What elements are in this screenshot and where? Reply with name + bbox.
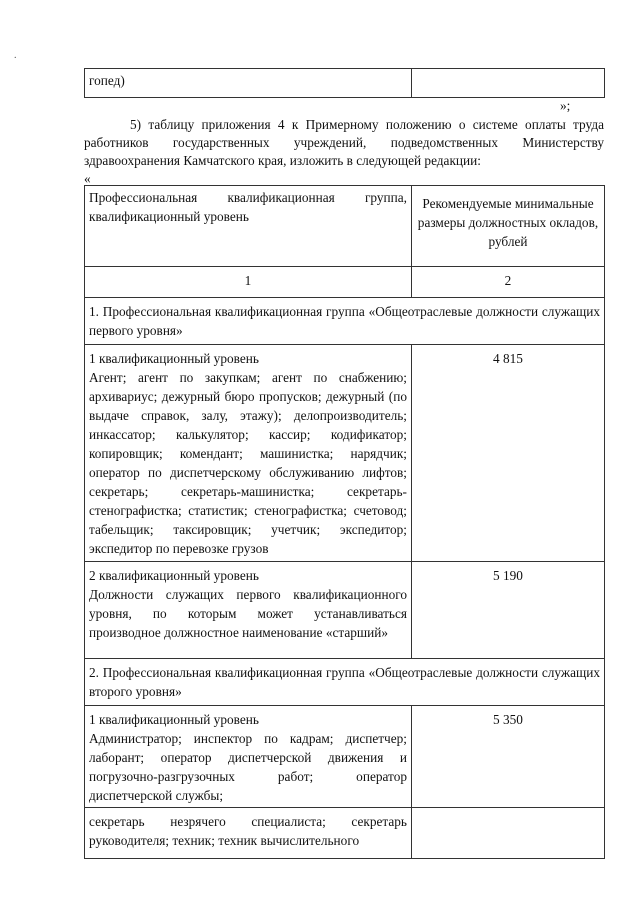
number-col1: 1 — [85, 267, 412, 298]
g1-level1-value: 4 815 — [412, 345, 605, 562]
g1-level2-value: 5 190 — [412, 562, 605, 659]
g1-level2-text: Должности служащих первого квалификационного уровня, по которым может устанавливаться производное должностное наименование «старший» — [89, 587, 407, 640]
g2-level1-value: 5 350 — [412, 706, 605, 808]
g2-level1-cell — [85, 706, 412, 808]
g1-level2-title: 2 квалификационный уровень — [89, 568, 259, 583]
g1-level1-cell — [85, 345, 412, 562]
g1-level2-cell — [85, 562, 412, 659]
table-group-row — [85, 298, 605, 345]
top-table-cell-text: гопед) — [85, 69, 412, 98]
group1-title: 1. Профессиональная квалификационная группа «Общеотраслевые должности служащих первого уровня» — [85, 298, 605, 345]
table-row — [85, 808, 605, 859]
group2-title: 2. Профессиональная квалификационная группа «Общеотраслевые должности служащих второго уровня» — [85, 659, 605, 706]
g2-level1-title: 1 квалификационный уровень — [89, 712, 259, 727]
table-row — [85, 345, 605, 562]
number-col2: 2 — [412, 267, 605, 298]
g2-continued-value — [412, 808, 605, 859]
instruction-paragraph: 5) таблицу приложения 4 к Примерному положению о системе оплаты труда работников государственных учреждений, подведомственных Министерству здравоохранения Камчатского края, изложить в следующей редакции: — [84, 117, 604, 168]
g2-level1-text: Администратор; инспектор по кадрам; диспетчер; лаборант; оператор диспетчерской движения и погрузочно-разгрузочных работ; оператор диспетчерской службы; — [89, 731, 407, 803]
closing-quote: »; — [560, 98, 571, 113]
table-row — [85, 706, 605, 808]
scan-mark: . — [14, 50, 17, 61]
g2-continued-text: секретарь незрячего специалиста; секретарь руководителя; техник; техник вычислительного — [85, 808, 412, 859]
table-row — [85, 69, 605, 98]
header-col2: Рекомендуемые минимальные размеры должностных окладов, рублей — [412, 186, 605, 267]
opening-quote: « — [84, 171, 91, 186]
g1-level1-title: 1 квалификационный уровень — [89, 351, 259, 366]
header-col1: Профессиональная квалификационная группа, квалификационный уровень — [85, 186, 412, 267]
salary-table — [84, 185, 605, 859]
table-header-row — [85, 186, 605, 267]
g1-level1-text: Агент; агент по закупкам; агент по снабжению; архивариус; дежурный бюро пропусков; дежурный (по выдаче справок, залу, этажу); делопроизводитель; инкассатор; калькулятор; кассир; кодификатор; копировщик; комендант; машинистка; нарядчик; оператор по диспетчерскому обслуживанию лифтов; секретарь; секретарь-машинистка; секретарь-стенографистка; статистик; стенографистка; счетовод; табельщик; таксировщик; учетчик; экспедитор; экспедитор по перевозке грузов — [89, 370, 407, 556]
top-table-cell-empty — [412, 69, 605, 98]
table-row — [85, 562, 605, 659]
table-group-row — [85, 659, 605, 706]
table-numbers-row — [85, 267, 605, 298]
top-table — [84, 68, 605, 98]
